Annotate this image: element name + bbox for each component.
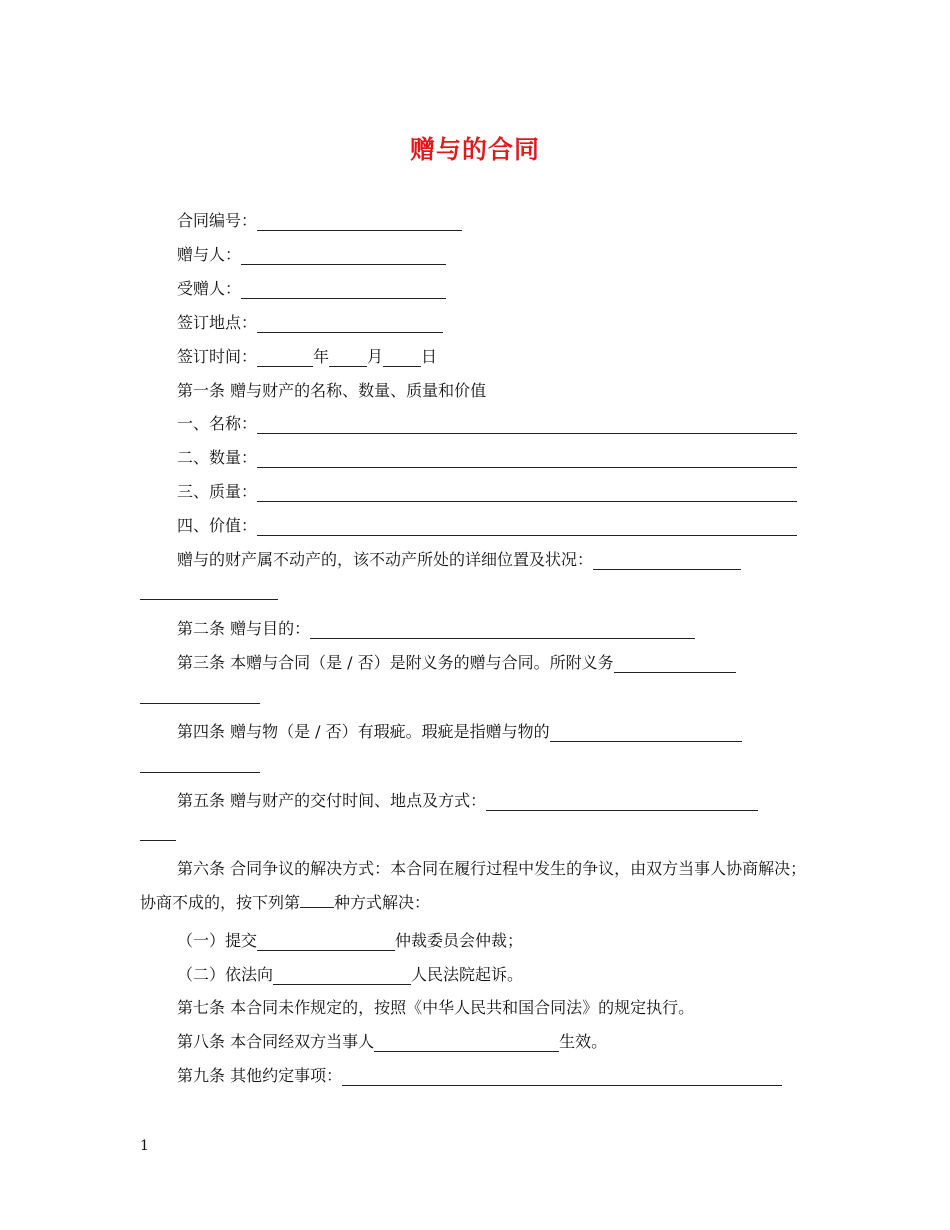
article-4-label: 第四条 赠与物（是 / 否）有瑕疵。瑕疵是指赠与物的 [177,722,550,741]
donee-blank[interactable] [241,281,446,299]
delivery-blank[interactable] [486,793,758,811]
contract-no-label: 合同编号： [177,211,258,230]
article-4 [177,720,742,742]
document-title: 赠与的合同 [409,135,540,164]
property-name-label: 一、名称： [177,414,258,433]
purpose-blank[interactable] [310,621,695,639]
sign-time-label: 签订时间： [177,347,258,366]
article-6 [140,852,812,920]
contract-no-blank[interactable] [257,213,462,231]
method-number-blank[interactable] [300,892,334,908]
day-label: 日 [421,347,438,366]
article-6-text-end: 种方式解决： [334,893,431,912]
article-2-label: 第二条 赠与目的： [177,619,311,638]
contract-no-field [177,209,462,231]
delivery-blank-continued[interactable] [140,840,176,842]
defect-blank[interactable] [550,724,742,742]
obligation-blank[interactable] [614,655,736,673]
litigation-option [177,963,523,985]
property-name-field [177,412,797,434]
property-value-blank[interactable] [257,518,797,536]
article-8 [177,1030,607,1052]
article-3 [177,651,736,673]
other-matters-blank[interactable] [342,1068,782,1086]
property-name-blank[interactable] [257,416,797,434]
article-5-label: 第五条 赠与财产的交付时间、地点及方式： [177,791,487,810]
year-label: 年 [313,347,330,366]
year-blank[interactable] [257,349,313,367]
sign-place-label: 签订地点： [177,313,258,332]
realty-field [177,548,741,570]
article-7 [177,996,694,1018]
realty-blank[interactable] [593,552,741,570]
day-blank[interactable] [383,349,421,367]
article-8-label: 第八条 本合同经双方当事人 [177,1032,375,1051]
month-label: 月 [367,347,384,366]
article-5 [177,789,758,811]
article-9-label: 第九条 其他约定事项： [177,1066,343,1085]
sign-time-field [177,345,437,367]
article-9 [177,1064,782,1086]
property-value-label: 四、价值： [177,516,258,535]
donor-label: 赠与人： [177,245,242,264]
obligation-blank-continued[interactable] [140,703,260,705]
property-quantity-field [177,446,797,468]
sign-place-blank[interactable] [257,315,443,333]
article-2 [177,617,695,639]
donee-field [177,277,446,299]
arbitration-option [177,929,523,951]
donor-field [177,243,446,265]
arbitration-label: （一）提交 [177,931,258,950]
article-6-text: 第六条 合同争议的解决方式：本合同在履行过程中发生的争议，由双方当事人协商解决；协商不成的，按下列第 [140,859,807,912]
article-7-text: 第七条 本合同未作规定的，按照《中华人民共和国合同法》的规定执行。 [177,998,695,1017]
article-8-label-end: 生效。 [559,1032,608,1051]
article-1-heading [177,379,486,401]
article-1-text: 第一条 赠与财产的名称、数量、质量和价值 [177,381,487,400]
month-blank[interactable] [329,349,367,367]
page-number: 1 [140,1138,149,1154]
sign-place-field [177,311,443,333]
arbitration-label-end: 仲裁委员会仲裁； [395,931,524,950]
litigation-label: （二）依法向 [177,965,274,984]
realty-label: 赠与的财产属不动产的，该不动产所处的详细位置及状况： [177,550,594,569]
effective-blank[interactable] [374,1034,559,1052]
court-blank[interactable] [273,967,411,985]
property-quality-label: 三、质量： [177,482,258,501]
property-quantity-blank[interactable] [257,450,797,468]
donee-label: 受赠人： [177,279,242,298]
arbitration-blank[interactable] [257,933,395,951]
realty-blank-continued[interactable] [140,599,278,601]
property-quality-blank[interactable] [257,484,797,502]
defect-blank-continued[interactable] [140,772,260,774]
donor-blank[interactable] [241,247,446,265]
litigation-label-end: 人民法院起诉。 [411,965,524,984]
property-quantity-label: 二、数量： [177,448,258,467]
property-value-field [177,514,797,536]
property-quality-field [177,480,797,502]
article-3-label: 第三条 本赠与合同（是 / 否）是附义务的赠与合同。所附义务 [177,653,614,672]
